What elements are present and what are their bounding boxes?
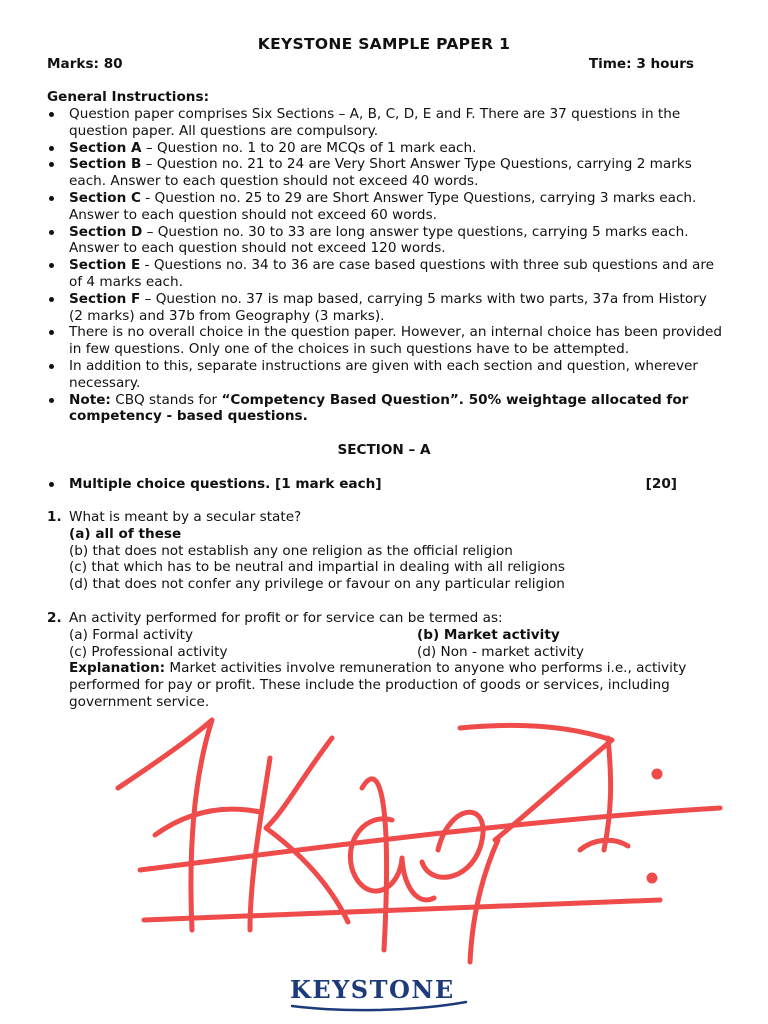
signature-stroke	[155, 809, 260, 835]
instruction-item: Section E - Questions no. 34 to 36 are case based questions with three sub questions and are of 4 marks each.	[47, 257, 723, 291]
question-text: An activity performed for profit or for service can be termed as:	[69, 610, 503, 626]
marks-label: Marks: 80	[47, 56, 123, 72]
signature-dot	[649, 875, 655, 881]
bullet-icon	[49, 482, 54, 487]
keystone-logo	[290, 976, 470, 1012]
mcq-label: Multiple choice questions. [1 mark each]	[69, 476, 382, 492]
logo-text: KEYSTONE	[290, 975, 455, 1004]
general-instructions-heading: General Instructions:	[47, 89, 210, 105]
instruction-item: Section C - Question no. 25 to 29 are Short Answer Type Questions, carrying 3 marks each. Answer to each question should not exceed 60 words.	[47, 190, 723, 224]
time-label: Time: 3 hours	[588, 56, 694, 72]
instruction-item: Section F – Question no. 37 is map based, carrying 5 marks with two parts, 37a from History (2 marks) and 37b from Geography (3 marks).	[47, 291, 723, 325]
instruction-item: Question paper comprises Six Sections – A, B, C, D, E and F. There are 37 questions in the question paper. All questions are compulsory.	[47, 106, 723, 140]
instruction-item: Section A – Question no. 1 to 20 are MCQs of 1 mark each.	[47, 140, 723, 157]
option-c: (c) Professional activity	[69, 643, 228, 660]
signature	[100, 700, 740, 970]
paper-title: KEYSTONE SAMPLE PAPER 1	[257, 35, 511, 53]
question-number: 1.	[47, 509, 62, 525]
signature-stroke	[422, 812, 483, 877]
instruction-item: In addition to this, separate instructions are given with each section and question, wherever necessary.	[47, 358, 723, 392]
instructions-list	[47, 106, 723, 425]
instruction-item: There is no overall choice in the question paper. However, an internal choice has been provided in few questions. Only one of the choices in such questions have to be attempted.	[47, 324, 723, 358]
option-b: (b) that does not establish any one religion as the official religion	[69, 542, 513, 559]
option-b: (b) Market activity	[417, 626, 560, 643]
signature-dot	[654, 771, 660, 777]
question-text: What is meant by a secular state?	[69, 509, 302, 525]
question-number: 2.	[47, 610, 62, 626]
instruction-item: Section B – Question no. 21 to 24 are Very Short Answer Type Questions, carrying 2 marks each. Answer to each question should not exceed 40 words.	[47, 156, 723, 190]
signature-stroke	[250, 758, 270, 930]
mcq-count: [20]	[645, 476, 677, 492]
option-d: (d) Non - market activity	[417, 643, 584, 660]
option-a: (a) Formal activity	[69, 626, 194, 643]
signature-stroke	[144, 900, 660, 920]
option-c: (c) that which has to be neutral and impartial in dealing with all religions	[69, 559, 565, 576]
option-a: (a) all of these	[69, 525, 182, 542]
instruction-item: Section D – Question no. 30 to 33 are long answer type questions, carrying 5 marks each. Answer to each question should not exceed 120 words.	[47, 224, 723, 258]
instruction-note: Note: CBQ stands for “Competency Based Question”. 50% weightage allocated for competency - based questions.	[47, 392, 723, 426]
section-a-heading: SECTION – A	[337, 442, 431, 458]
explanation: Explanation: Market activities involve remuneration to anyone who performs i.e., activity performed for pay or profit. These include the production of goods or services, including government service.	[69, 660, 687, 710]
signature-stroke	[118, 720, 212, 930]
signature-stroke	[350, 819, 434, 900]
signature-stroke	[266, 738, 348, 922]
logo-swoosh-icon	[290, 1000, 470, 1012]
signature-stroke	[604, 738, 611, 850]
signature-stroke	[140, 808, 720, 870]
signature-stroke	[362, 779, 387, 950]
option-d: (d) that does not confer any privilege or favour on any particular religion	[69, 576, 565, 593]
